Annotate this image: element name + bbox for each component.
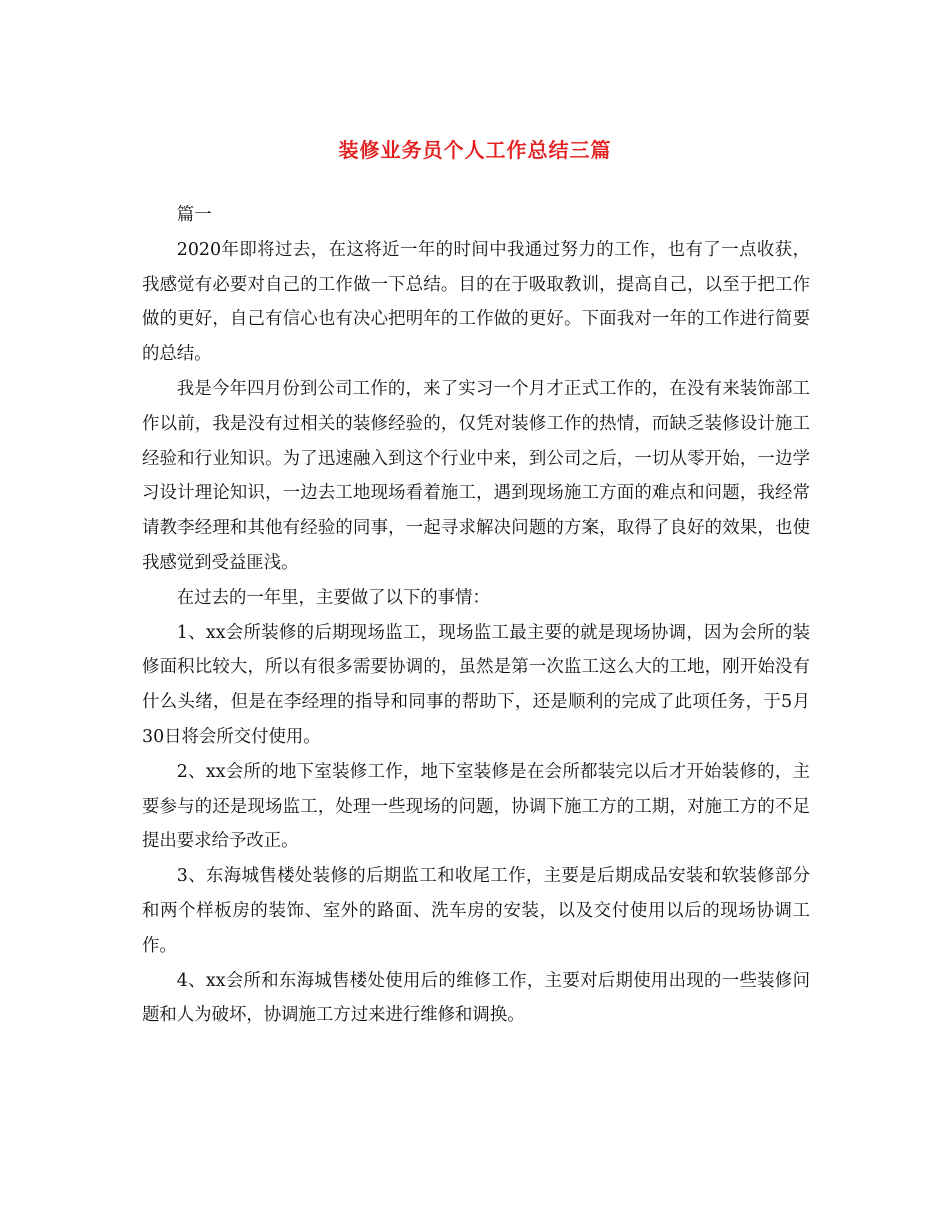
paragraph-list-intro: 在过去的一年里，主要做了以下的事情：	[176, 587, 490, 608]
document-body	[142, 198, 810, 1033]
list-item-2: 2、xx会所的地下室装修工作，地下室装修是在会所都装完以后才开始装修的，主要参与的还是现场监工，处理一些现场的问题，协调下施工方的工期，对施工方的不足提出要求给予改正。	[142, 761, 810, 852]
list-item-3: 3、东海城售楼处装修的后期监工和收尾工作，主要是后期成品安装和软装修部分和两个样板房的装饰、室外的路面、洗车房的安装，以及交付使用以后的现场协调工作。	[142, 866, 810, 956]
paragraph-background: 我是今年四月份到公司工作的，来了实习一个月才正式工作的，在没有来装饰部工作以前，我是没有过相关的装修经验的，仅凭对装修工作的热情，而缺乏装修设计施工经验和行业知识。为了迅速融入到这个行业中来，到公司之后，一切从零开始，一边学习设计理论知识，一边去工地现场看着施工，遇到现场施工方面的难点和问题，我经常请教李经理和其他有经验的同事，一起寻求解决问题的方案，取得了良好的效果，也使我感觉到受益匪浅。	[142, 378, 810, 573]
paragraph-intro: 2020年即将过去，在这将近一年的时间中我通过努力的工作，也有了一点收获，我感觉有必要对自己的工作做一下总结。目的在于吸取教训，提高自己，以至于把工作做的更好，自己有信心也有决心把明年的工作做的更好。下面我对一年的工作进行简要的总结。	[142, 239, 810, 365]
section-heading: 篇一	[176, 205, 212, 225]
document-title: 装修业务员个人工作总结三篇	[338, 138, 612, 162]
list-item-4: 4、xx会所和东海城售楼处使用后的维修工作，主要对后期使用出现的一些装修问题和人为破坏，协调施工方过来进行维修和调换。	[142, 970, 810, 1026]
list-item-1: 1、xx会所装修的后期现场监工，现场监工最主要的就是现场协调，因为会所的装修面积比较大，所以有很多需要协调的，虽然是第一次监工这么大的工地，刚开始没有什么头绪，但是在李经理的指导和同事的帮助下，还是顺利的完成了此项任务，于5月30日将会所交付使用。	[142, 622, 810, 747]
